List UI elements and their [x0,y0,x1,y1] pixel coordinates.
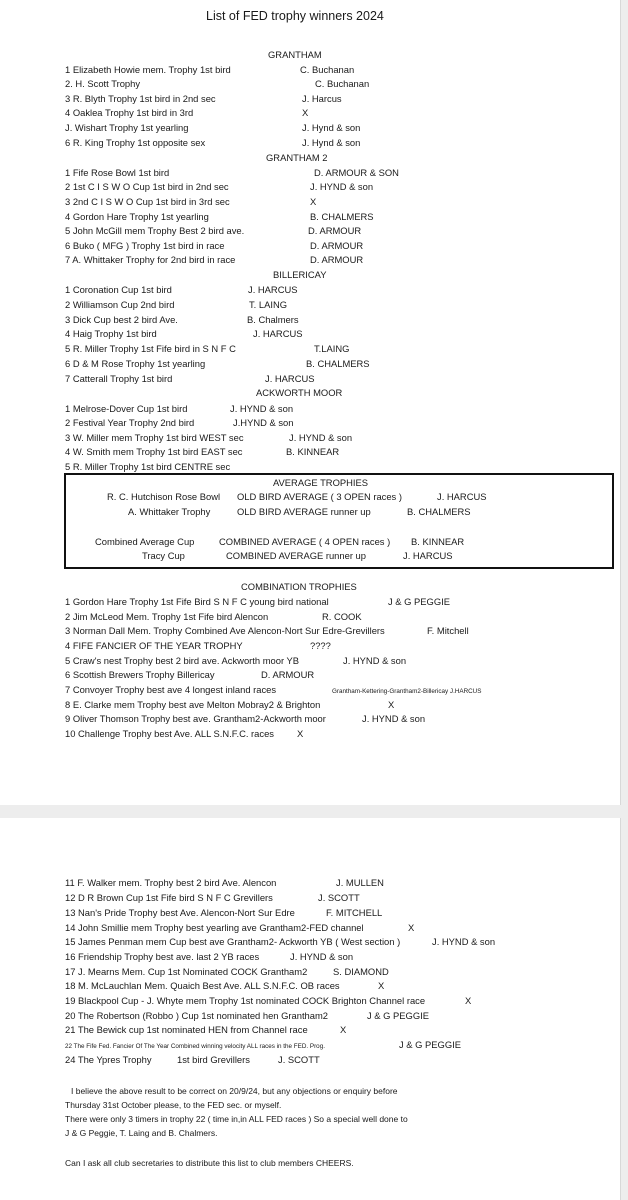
trophy-name: 6 Scottish Brewers Trophy Billericay [65,669,215,680]
note-line: There were only 3 timers in trophy 22 ( time in,in ALL FED races ) So a special well done to [65,1114,408,1124]
trophy-winner: J. SCOTT [278,1054,320,1065]
trophy-name: 16 Friendship Trophy best ave. last 2 YB races [65,951,260,962]
trophy-winner: C. Buchanan [300,64,355,75]
trophy-winner: J & G PEGGIE [388,596,450,607]
trophy-winner: S. DIAMOND [333,966,389,977]
trophy-name: 2 Williamson Cup 2nd bird [65,299,175,310]
trophy-winner: J & G PEGGIE [399,1039,461,1050]
trophy-name: 1 Gordon Hare Trophy 1st Fife Bird S N F C young bird national [65,596,329,607]
trophy-description: COMBINED AVERAGE runner up [226,550,366,561]
trophy-winner: X [310,196,317,207]
trophy-winner: J. MULLEN [336,877,384,888]
trophy-winner: F. Mitchell [427,625,469,636]
trophy-name: 19 Blackpool Cup - J. Whyte mem Trophy 1st nominated COCK Brighton Channel race [65,995,426,1006]
trophy-name: 3 R. Blyth Trophy 1st bird in 2nd sec [65,93,216,104]
trophy-name: 8 E. Clarke mem Trophy best ave Melton Mobray2 & Brighton [65,699,321,710]
trophy-winner: B. CHALMERS [407,506,471,517]
trophy-winner: T.LAING [314,343,350,354]
trophy-name: 24 The Ypres Trophy [65,1054,152,1065]
trophy-winner: R. COOK [322,611,362,622]
trophy-name: 7 A. Whittaker Trophy for 2nd bird in race [65,254,236,265]
trophy-name: 3 Norman Dall Mem. Trophy Combined Ave Alencon-Nort Sur Edre-Grevillers [65,625,385,636]
trophy-winner: D. ARMOUR [261,669,315,680]
trophy-name: 13 Nan's Pride Trophy best Ave. Alencon-Nort Sur Edre [65,907,295,918]
trophy-winner: X [340,1024,347,1035]
trophy-name: A. Whittaker Trophy [128,506,211,517]
section-heading-average: AVERAGE TROPHIES [273,477,368,488]
trophy-winner: X [302,107,309,118]
trophy-winner: X [378,980,385,991]
trophy-name: 4 W. Smith mem Trophy 1st bird EAST sec [65,446,243,457]
trophy-name: 20 The Robertson (Robbo ) Cup 1st nominated hen Grantham2 [65,1010,329,1021]
trophy-name: 6 Buko ( MFG ) Trophy 1st bird in race [65,240,225,251]
trophy-name: J. Wishart Trophy 1st yearling [65,122,189,133]
trophy-name: Combined Average Cup [95,536,195,547]
trophy-name: 1 Melrose-Dover Cup 1st bird [65,403,188,414]
trophy-winner: B. KINNEAR [411,536,465,547]
trophy-winner: D. ARMOUR [308,225,362,236]
trophy-name: 10 Challenge Trophy best Ave. ALL S.N.F.C. races [65,728,274,739]
trophy-winner: J. HYND & son [310,181,374,192]
note-line: Thursday 31st October please, to the FED sec. or myself. [65,1100,282,1110]
trophy-winner: J. Harcus [302,93,342,104]
trophy-name: 5 R. Miller Trophy 1st Fife bird in S N F C [65,343,236,354]
trophy-description: 1st bird Grevillers [177,1054,250,1065]
trophy-name: 9 Oliver Thomson Trophy best ave. Grantham2-Ackworth moor [65,713,326,724]
trophy-name: 3 W. Miller mem Trophy 1st bird WEST sec [65,432,244,443]
trophy-winner: F. MITCHELL [326,907,383,918]
trophy-name: 5 John McGill mem Trophy Best 2 bird ave. [65,225,245,236]
trophy-description: OLD BIRD AVERAGE runner up [237,506,371,517]
trophy-winner: J & G PEGGIE [367,1010,429,1021]
trophy-winner: J. HYND & son [289,432,353,443]
trophy-winner: C. Buchanan [315,78,370,89]
trophy-winner: J. HARCUS [253,328,303,339]
trophy-name: 17 J. Mearns Mem. Cup 1st Nominated COCK Grantham2 [65,966,308,977]
section-heading-ackworth: ACKWORTH MOOR [256,387,343,398]
trophy-name: 2. H. Scott Trophy [65,78,141,89]
trophy-winner: X [297,728,304,739]
trophy-name: 21 The Bewick cup 1st nominated HEN from Channel race [65,1024,308,1035]
section-heading-grantham2: GRANTHAM 2 [266,152,328,163]
trophy-name-small: 22 The Fife Fed. Fancier Of The Year Combined winning velocity ALL races in the FED. Prog. [65,1043,325,1050]
trophy-description: OLD BIRD AVERAGE ( 3 OPEN races ) [237,491,402,502]
trophy-name: 4 Haig Trophy 1st bird [65,328,157,339]
page-title: List of FED trophy winners 2024 [206,9,384,23]
note-line: J & G Peggie, T. Laing and B. Chalmers. [65,1128,218,1138]
trophy-name: 5 Craw's nest Trophy best 2 bird ave. Ackworth moor YB [65,655,300,666]
trophy-winner: J. HARCUS [265,373,315,384]
section-heading-combination: COMBINATION TROPHIES [241,581,357,592]
trophy-name: 6 D & M Rose Trophy 1st yearling [65,358,206,369]
trophy-winner: D. ARMOUR [310,240,364,251]
trophy-winner: J. HYND & son [230,403,294,414]
trophy-name: 2 1st C I S W O Cup 1st bird in 2nd sec [65,181,229,192]
trophy-winner: J. HARCUS [403,550,453,561]
trophy-winner: J. Hynd & son [302,122,361,133]
trophy-name: 2 Festival Year Trophy 2nd bird [65,417,195,428]
note-line: I believe the above result to be correct on 20/9/24, but any objections or enquiry before [71,1086,398,1096]
section-heading-grantham: GRANTHAM [268,49,322,60]
trophy-name: 7 Convoyer Trophy best ave 4 longest inland races [65,684,277,695]
trophy-winner: X [408,922,415,933]
trophy-name: 2 Jim McLeod Mem. Trophy 1st Fife bird Alencon [65,611,269,622]
trophy-winner: J. HYND & son [432,936,496,947]
trophy-name: 5 R. Miller Trophy 1st bird CENTRE sec [65,461,231,472]
trophy-name: 1 Fife Rose Bowl 1st bird [65,167,170,178]
trophy-winner: J. HYND & son [343,655,407,666]
trophy-winner-small: Grantham-Kettering-Grantham2-Billericay J.HARCUS [332,688,482,695]
trophy-name: 4 FIFE FANCIER OF THE YEAR TROPHY [65,640,243,651]
trophy-winner: J. HARCUS [437,491,487,502]
trophy-name: 3 Dick Cup best 2 bird Ave. [65,314,178,325]
trophy-winner: B. CHALMERS [310,211,374,222]
trophy-winner: D. ARMOUR [310,254,364,265]
trophy-name: 6 R. King Trophy 1st opposite sex [65,137,206,148]
trophy-name: 18 M. McLauchlan Mem. Quaich Best Ave. ALL S.N.F.C. OB races [65,980,340,991]
trophy-winner: J. HYND & son [362,713,426,724]
page-two [0,818,621,1200]
trophy-winner: B. KINNEAR [286,446,340,457]
trophy-name: 4 Gordon Hare Trophy 1st yearling [65,211,209,222]
trophy-name: R. C. Hutchison Rose Bowl [107,491,221,502]
trophy-winner: J.HYND & son [233,417,294,428]
trophy-description: COMBINED AVERAGE ( 4 OPEN races ) [219,536,391,547]
trophy-winner: T. LAING [249,299,288,310]
trophy-winner: J. SCOTT [318,892,360,903]
trophy-winner: J. Hynd & son [302,137,361,148]
trophy-name: 15 James Penman mem Cup best ave Grantham2- Ackworth YB ( West section ) [65,936,401,947]
trophy-winner: X [388,699,395,710]
trophy-winner: D. ARMOUR & SON [314,167,399,178]
trophy-name: 1 Elizabeth Howie mem. Trophy 1st bird [65,64,231,75]
trophy-winner: B. Chalmers [247,314,299,325]
section-heading-billericay: BILLERICAY [273,269,327,280]
trophy-name: 1 Coronation Cup 1st bird [65,284,172,295]
trophy-winner: ???? [310,640,331,651]
trophy-name: Tracy Cup [142,550,185,561]
note-line: Can I ask all club secretaries to distribute this list to club members CHEERS. [65,1158,354,1168]
trophy-name: 4 Oaklea Trophy 1st bird in 3rd [65,107,194,118]
trophy-name: 7 Catterall Trophy 1st bird [65,373,173,384]
trophy-winner: B. CHALMERS [306,358,370,369]
trophy-name: 14 John Smillie mem Trophy best yearling ave Grantham2-FED channel [65,922,364,933]
trophy-name: 11 F. Walker mem. Trophy best 2 bird Ave. Alencon [65,877,277,888]
trophy-winner: X [465,995,472,1006]
trophy-name: 12 D R Brown Cup 1st Fife bird S N F C Grevillers [65,892,273,903]
trophy-winner: J. HYND & son [290,951,354,962]
trophy-winner: J. HARCUS [248,284,298,295]
trophy-name: 3 2nd C I S W O Cup 1st bird in 3rd sec [65,196,230,207]
